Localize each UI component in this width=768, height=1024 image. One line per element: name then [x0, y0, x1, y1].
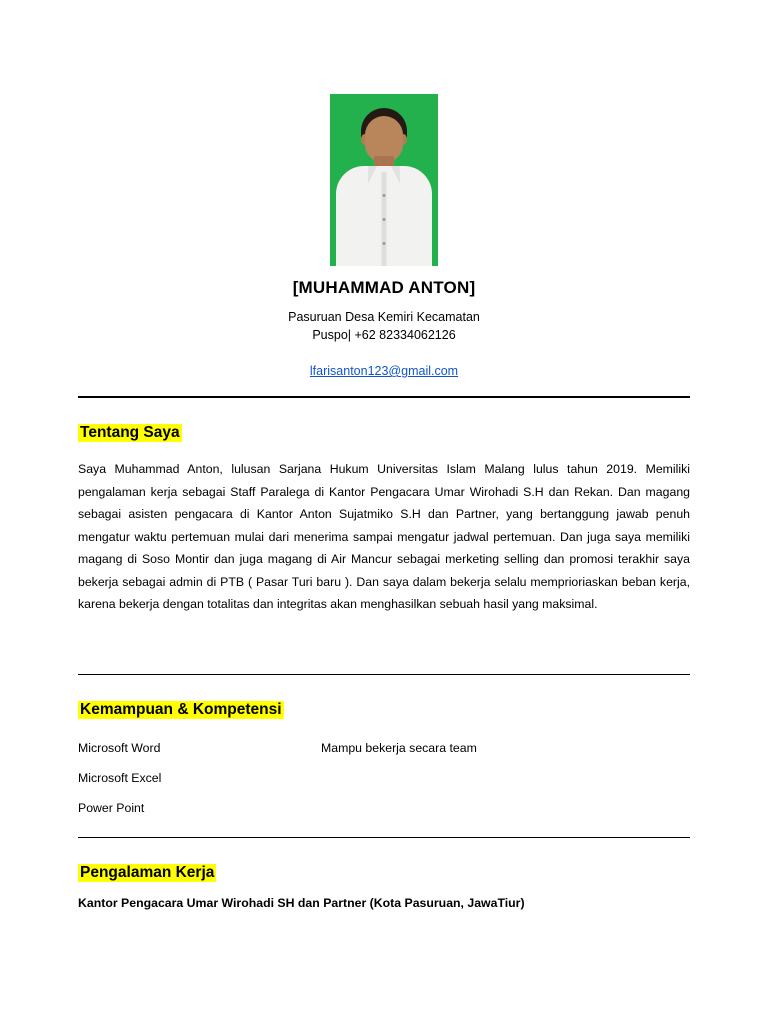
skills-section-header — [78, 701, 690, 719]
address-line-1: Pasuruan Desa Kemiri Kecamatan — [288, 310, 480, 324]
experience-divider-top — [78, 837, 690, 838]
contact-address — [78, 308, 690, 344]
skill-item: Microsoft Excel — [78, 770, 162, 785]
experience-section-title: Pengalaman Kerja — [80, 863, 215, 881]
photo-shirt-button — [383, 242, 386, 245]
skill-item: Mampu bekerja secara team — [321, 740, 477, 755]
photo-container — [78, 0, 690, 266]
photo-shirt-button — [383, 218, 386, 221]
skill-item: Power Point — [78, 800, 145, 815]
about-section-title: Tentang Saya — [80, 424, 180, 441]
contact-email-line — [78, 364, 690, 378]
about-section-header — [78, 424, 690, 442]
address-line-2: Puspo| +62 82334062126 — [312, 328, 456, 342]
experience-item: Kantor Pengacara Umar Wirohadi SH dan Partner (Kota Pasuruan, JawaTiur) — [78, 895, 525, 910]
header-divider — [78, 396, 690, 398]
photo-collar-right — [391, 166, 400, 184]
skill-item: Microsoft Word — [78, 740, 161, 755]
candidate-name: [MUHAMMAD ANTON] — [292, 278, 476, 297]
email-link[interactable]: lfarisanton123@gmail.com — [309, 364, 459, 378]
photo-collar-left — [368, 166, 377, 184]
photo-shirt-button — [383, 194, 386, 197]
skills-column-left — [78, 733, 161, 823]
skills-divider-top — [78, 674, 690, 675]
spacer — [78, 616, 690, 656]
experience-section-header — [78, 864, 690, 882]
about-body-text: Saya Muhammad Anton, lulusan Sarjana Hukum Universitas Islam Malang lulus tahun 2019. Memiliki pengalaman kerja sebagai Staff Paralega di Kantor Pengacara Umar Wirohadi S.H dan Rekan. Dan magang sebagai asisten pengacara di Kantor Anton Sujatmiko S.H dan Partner, yang bertanggung jawab penuh mengatur waktu pertemuan mulai dari menerima sampai mengatur jadwal pertemuan. Dan juga saya memiliki magang di Soso Montir dan juga magang di Air Mancur sebagai merketing selling dan promosi terakhir saya bekerja sebagai admin di PTB ( Pasar Turi baru ). Dan saya dalam bekerja selalu memprioriaskan beban kerja, karena bekerja dengan totalitas dan integritas akan menghasilkan sebuah hasil yang maksimal. — [78, 462, 690, 611]
skills-list — [78, 733, 690, 819]
portrait-photo — [330, 94, 438, 266]
skills-column-right — [321, 733, 477, 763]
skills-section-title: Kemampuan & Kompetensi — [80, 700, 282, 718]
